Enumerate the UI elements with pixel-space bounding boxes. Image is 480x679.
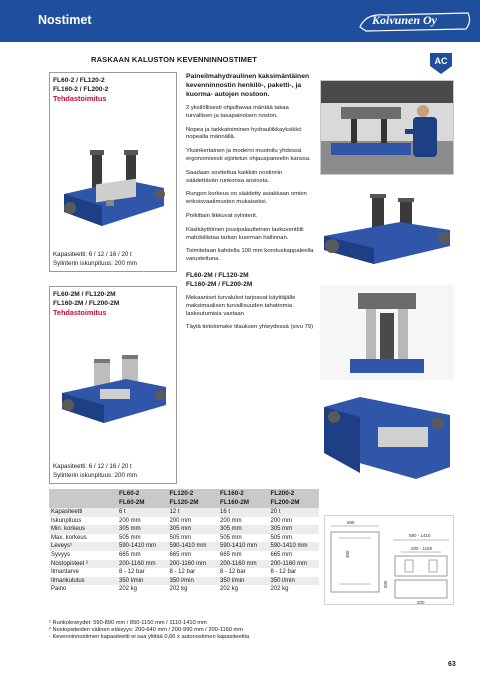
table-cell: 8 - 12 bar [269, 568, 320, 577]
product-description [186, 72, 314, 332]
table-row [49, 560, 319, 569]
table-cell: 590-1410 mm [269, 542, 320, 551]
table-cell: 665 mm [168, 551, 219, 560]
table-cell: 665 mm [218, 551, 269, 560]
card2-factory-label: Tehdastoimitus [53, 308, 107, 317]
table-cell: 200 mm [218, 517, 269, 526]
table-cell: 350 l/min [218, 577, 269, 586]
lift-fl-2m-illustration [56, 343, 172, 459]
table-cell: 202 kg [218, 585, 269, 594]
dim-590-1410: 590 - 1410 [409, 533, 431, 538]
table-cell: 505 mm [168, 534, 219, 543]
technical-drawing [324, 515, 454, 605]
table-cell: 202 kg [117, 585, 168, 594]
dim-505: 505 [383, 580, 388, 588]
table-cell: 505 mm [117, 534, 168, 543]
description-paragraph: Poikittain liikkuvat sylinterit. [186, 212, 258, 219]
table-header-cell [49, 489, 117, 508]
dim-200-1160: 200 - 1160 [411, 546, 433, 551]
section-title: RASKAAN KALUSTON KEVENNINNOSTIMET [91, 55, 258, 64]
photo-lift-in-use-image [321, 81, 454, 175]
table-footnotes [49, 620, 249, 642]
card2-specs [53, 463, 137, 480]
card2-stroke: Sylinterin iskunpituus: 200 mm [53, 471, 137, 479]
photo-lift-fl-2-image [320, 182, 454, 272]
table-cell: 590-1410 mm [218, 542, 269, 551]
table-cell: 20 t [269, 508, 320, 517]
table-header-cell: FL160-2 FL160-2M [218, 489, 269, 508]
description-paragraph: Saadaan sovitettua kaikkiin nostimiin säädettävän runkonsa ansiosta. [186, 169, 283, 184]
table-row [49, 508, 319, 517]
description-paragraph: Nopea ja tarkkatoiminen hydrauliikkayksikkö nopealla männällä. [186, 126, 302, 141]
description-paragraph: 2 yksilöllisesti ohjailtavaa mäntää takaa turvallisen ja tasapainoisen noston. [186, 105, 289, 119]
table-cell: 350 l/min [269, 577, 320, 586]
table-cell: 200-1160 mm [168, 560, 219, 569]
table-cell: Iskunpituus [49, 517, 117, 526]
table-cell: 202 kg [269, 585, 320, 594]
table-row [49, 525, 319, 534]
table-cell: 305 mm [117, 525, 168, 534]
ac-badge-icon [428, 50, 454, 76]
table-cell: Syvyys [49, 551, 117, 560]
page-number: 63 [448, 661, 456, 668]
photo-cylinder-image [320, 285, 454, 380]
table-cell: Leveys¹ [49, 542, 117, 551]
table-cell: 200-1160 mm [269, 560, 320, 569]
footnote-2: ² Nostopisteiden välinen etäisyys: 200-640 mm / 200-990 mm / 200-1160 mm [49, 627, 243, 634]
description-paragraph: Täytä tietolomake tilauksen yhteydessä (sivu 79) [186, 324, 314, 331]
card1-factory-label: Tehdastoimitus [53, 94, 107, 103]
table-cell: 505 mm [218, 534, 269, 543]
table-header-cell: FL120-2 FL120-2M [168, 489, 219, 508]
page-header-title: Nostimet [38, 13, 92, 27]
description-paragraph: Toimitetaan kahdella 100 mm korotuskappaleella varustettuna. [186, 248, 314, 263]
photo-lift-fl-2m-cylinder [320, 285, 454, 380]
table-cell: 8 - 12 bar [117, 568, 168, 577]
table-cell: 200 mm [269, 517, 320, 526]
table-cell: 200 mm [117, 517, 168, 526]
spec-table [49, 489, 319, 594]
table-cell: Ilmantarve [49, 568, 117, 577]
table-cell: 200 mm [168, 517, 219, 526]
card1-stroke: Sylinterin iskunpituus: 200 mm [53, 259, 137, 267]
table-cell: 590-1410 mm [117, 542, 168, 551]
table-cell: 350 l/min [117, 577, 168, 586]
description-paragraph: Mekaaniset turvalukot tarjoavat käyttäjälle maksimaalisen turvallisuuden tahattomia laskeutumisia vastaan [186, 294, 296, 317]
ac-badge-text: AC [434, 56, 448, 66]
table-cell: Max. korkeus [49, 534, 117, 543]
footnote-1: ¹ Runkoleveydet: 590-890 mm / 850-1150 mm / 1110-1410 mm [49, 620, 207, 626]
description-model-line-2: FL160-2M / FL200-2M [186, 280, 253, 288]
table-cell: Paino [49, 585, 117, 594]
product-card-fl-2m [49, 286, 177, 484]
card2-capacity: Kapasiteetti: 6 / 12 / 16 / 20 t [53, 463, 132, 470]
photo-lift-fl-2m-frame [320, 387, 454, 483]
table-cell: 202 kg [168, 585, 219, 594]
table-cell: 665 mm [117, 551, 168, 560]
description-paragraph: Rungon korkeus on säädetty asiakkaan omien erikoisvaatimusten mukaiseksi. [186, 191, 307, 206]
table-cell: 200-1160 mm [117, 560, 168, 569]
table-cell: 16 t [218, 508, 269, 517]
table-header-cell: FL200-2 FL200-2M [269, 489, 320, 508]
lift-fl-2-illustration [56, 128, 172, 246]
table-cell: 505 mm [269, 534, 320, 543]
dim-665: 665 [347, 520, 355, 525]
table-cell: 305 mm [269, 525, 320, 534]
photo-frame-image [320, 387, 454, 483]
product-card-fl-2 [49, 72, 177, 272]
table-row [49, 585, 319, 594]
table-cell: Nostopisteet ² [49, 560, 117, 569]
table-cell: 8 - 12 bar [218, 568, 269, 577]
description-paragraph: Käsikäyttöinen jousipalautteinen laskuventtiili mahdollistaa tarkan kuorman hallinnan. [186, 226, 304, 241]
photo-lift-fl-2 [320, 182, 454, 272]
dim-200: 200 [417, 600, 425, 605]
table-cell: Ilmankulutus [49, 577, 117, 586]
description-lead: Paineilmahydraulinen kaksimäntäinen kevenninnostin henkilö-, paketti-, ja kuorma- autojen nostoon. [186, 73, 310, 98]
card1-model-line-1: FL60-2 / FL120-2 [53, 77, 105, 84]
dim-305: 305 [345, 550, 350, 558]
card1-capacity: Kapasiteetti: 6 / 12 / 16 / 20 t [53, 251, 132, 258]
table-row [49, 551, 319, 560]
table-row [49, 542, 319, 551]
card1-specs [53, 251, 137, 268]
table-cell: 350 l/min [168, 577, 219, 586]
table-cell: 305 mm [168, 525, 219, 534]
card2-model-line-2: FL160-2M / FL200-2M [53, 300, 120, 307]
table-cell: 665 mm [269, 551, 320, 560]
table-row [49, 577, 319, 586]
brand-name: Koivunen Oy [372, 13, 438, 27]
footnote-3: - Kevenninnostimen kapasiteetti ei saa ylittää 0,66 x autonostimen kapasiteettia [49, 634, 250, 641]
card1-model-line-2: FL160-2 / FL200-2 [53, 86, 109, 93]
photo-lift-in-use [320, 80, 454, 175]
description-model-line-1: FL60-2M / FL120-2M [186, 271, 249, 279]
table-cell: 8 - 12 bar [168, 568, 219, 577]
table-header-cell: FL60-2 FL60-2M [117, 489, 168, 508]
table-cell: 305 mm [218, 525, 269, 534]
table-cell: 12 t [168, 508, 219, 517]
table-cell: 6 t [117, 508, 168, 517]
description-paragraph: Yksinkertainen ja moderni muotoilu yhdessä ergonomisesti sijoitetun ohjauspaneelin kanssa. [186, 148, 311, 162]
table-cell: Min. korkeus [49, 525, 117, 534]
card2-model-line-1: FL60-2M / FL120-2M [53, 291, 116, 298]
table-header-row [49, 489, 319, 508]
table-row [49, 568, 319, 577]
dimension-drawing [325, 516, 455, 606]
table-cell: 590-1410 mm [168, 542, 219, 551]
table-cell: Kapasiteetti [49, 508, 117, 517]
table-row [49, 517, 319, 526]
table-cell: 200-1160 mm [218, 560, 269, 569]
description-models [186, 271, 314, 289]
table-row [49, 534, 319, 543]
